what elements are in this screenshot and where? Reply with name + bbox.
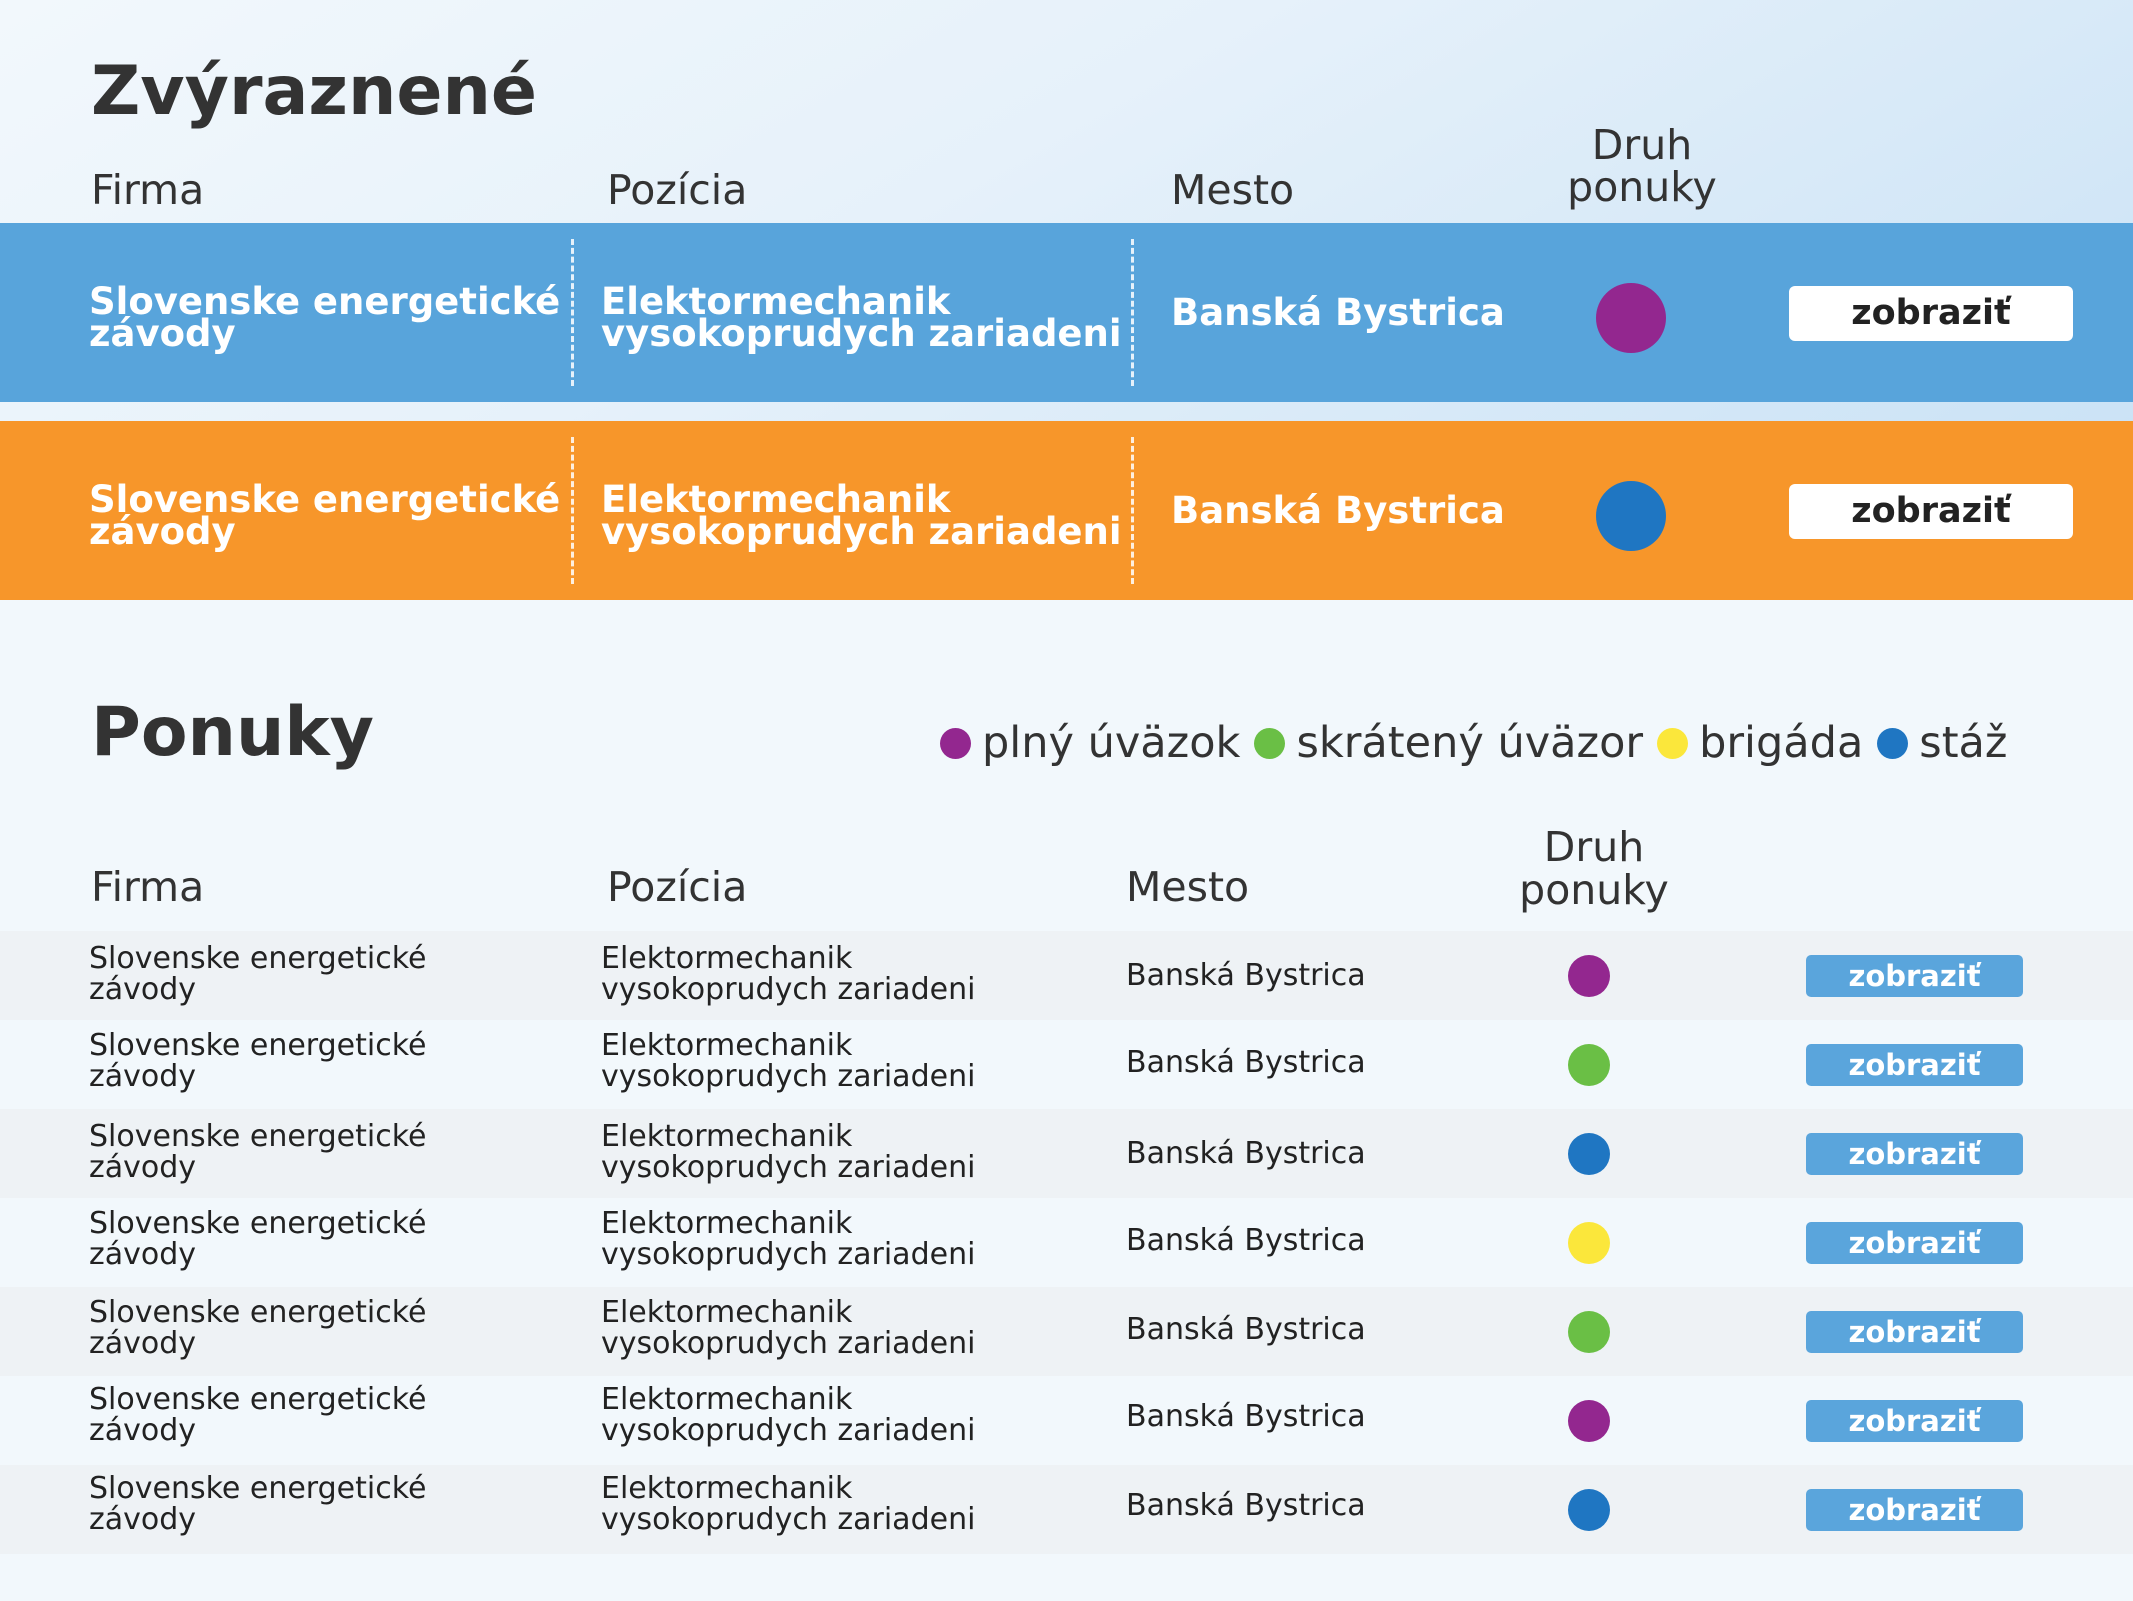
featured-mesto: Banská Bystrica (1171, 489, 1505, 532)
offer-firma (89, 1473, 426, 1535)
featured-row (0, 421, 2133, 600)
zobrazit-button[interactable]: zobraziť (1806, 1133, 2023, 1175)
offer-firma-line2: závody (89, 1502, 197, 1537)
offer-firma (89, 1121, 426, 1183)
offer-pozicia (601, 1297, 975, 1359)
legend-dot (940, 728, 971, 759)
offer-pozicia-line2: vysokoprudych zariadeni (601, 972, 976, 1007)
featured-pozicia-line1: Elektormechanik (601, 478, 951, 521)
offer-pozicia-line2: vysokoprudych zariadeni (601, 1237, 976, 1272)
zobrazit-button[interactable]: zobraziť (1806, 1044, 2023, 1086)
offer-type-dot (1568, 1222, 1610, 1264)
offer-type-dot (1568, 1311, 1610, 1353)
offer-pozicia-line2: vysokoprudych zariadeni (601, 1502, 976, 1537)
offer-type-dot (1596, 481, 1666, 551)
table-row (0, 931, 2133, 1020)
featured-firma-line2: závody (89, 510, 236, 553)
offer-pozicia-line1: Elektormechanik (601, 1471, 853, 1506)
featured-divider (1131, 239, 1134, 386)
legend-label: stáž (1919, 718, 2008, 768)
offer-pozicia-line2: vysokoprudych zariadeni (601, 1326, 976, 1361)
offer-type-dot (1568, 955, 1610, 997)
offer-firma-line1: Slovenske energetické (89, 1295, 427, 1330)
offer-firma (89, 1208, 426, 1270)
featured-pozicia-line2: vysokoprudych zariadeni (601, 510, 1122, 553)
offer-pozicia (601, 1208, 975, 1270)
offer-firma-line2: závody (89, 1059, 197, 1094)
featured-divider (1131, 437, 1134, 584)
offer-pozicia (601, 1030, 975, 1092)
offer-pozicia (601, 1384, 975, 1446)
offer-pozicia-line1: Elektormechanik (601, 1206, 853, 1241)
featured-header-pozicia: Pozícia (607, 166, 748, 214)
offer-type-legend (940, 718, 2021, 778)
legend-label: plný úväzok (982, 718, 1241, 768)
legend-item (1877, 718, 2007, 768)
legend-dot (1254, 728, 1285, 759)
offer-firma-line1: Slovenske energetické (89, 1028, 427, 1063)
offer-pozicia-line1: Elektormechanik (601, 1119, 853, 1154)
offer-pozicia-line1: Elektormechanik (601, 1028, 853, 1063)
offer-type-dot (1568, 1400, 1610, 1442)
offer-firma-line1: Slovenske energetické (89, 1382, 427, 1417)
featured-firma (89, 280, 561, 355)
featured-mesto: Banská Bystrica (1171, 291, 1505, 334)
table-row (0, 1287, 2133, 1376)
offer-type-dot (1596, 283, 1666, 353)
legend-label: brigáda (1699, 718, 1864, 768)
offer-firma (89, 1030, 426, 1092)
featured-divider (571, 437, 574, 584)
offer-firma-line1: Slovenske energetické (89, 1471, 427, 1506)
featured-header-druh-line1: Druh (1591, 121, 1693, 169)
legend-label: skrátený úväzor (1296, 718, 1644, 768)
zobrazit-button[interactable]: zobraziť (1806, 1489, 2023, 1531)
offer-firma-line2: závody (89, 1326, 197, 1361)
featured-divider (571, 239, 574, 386)
offer-firma-line2: závody (89, 1413, 197, 1448)
offers-header-druh-line1: Druh (1543, 823, 1645, 871)
featured-firma-line1: Slovenske energetické (89, 478, 561, 521)
offer-pozicia-line2: vysokoprudych zariadeni (601, 1150, 976, 1185)
offer-pozicia (601, 943, 975, 1005)
featured-row (0, 223, 2133, 402)
featured-title: Zvýraznené (91, 52, 538, 131)
featured-pozicia (601, 478, 1122, 553)
featured-firma (89, 478, 561, 553)
offer-pozicia-line1: Elektormechanik (601, 1295, 853, 1330)
zobrazit-button[interactable]: zobraziť (1806, 1222, 2023, 1264)
offer-mesto: Banská Bystrica (1126, 1223, 1366, 1258)
featured-header-mesto: Mesto (1171, 166, 1295, 214)
offer-pozicia (601, 1473, 975, 1535)
offer-firma-line1: Slovenske energetické (89, 1119, 427, 1154)
featured-firma-line2: závody (89, 312, 236, 355)
featured-pozicia-line1: Elektormechanik (601, 280, 951, 323)
table-row (0, 1376, 2133, 1465)
zobrazit-button[interactable]: zobraziť (1806, 1400, 2023, 1442)
offer-firma-line2: závody (89, 1150, 197, 1185)
offer-mesto: Banská Bystrica (1126, 1136, 1366, 1171)
table-row (0, 1465, 2133, 1554)
offer-mesto: Banská Bystrica (1126, 1045, 1366, 1080)
offers-header-firma: Firma (91, 863, 205, 911)
legend-dot (1657, 728, 1688, 759)
zobrazit-button[interactable]: zobraziť (1789, 286, 2073, 341)
offer-mesto: Banská Bystrica (1126, 1488, 1366, 1523)
table-row (0, 1198, 2133, 1287)
offer-type-dot (1568, 1044, 1610, 1086)
legend-item (940, 718, 1240, 768)
featured-header-druh-line2: ponuky (1567, 163, 1717, 211)
offer-firma-line1: Slovenske energetické (89, 941, 427, 976)
offers-header-pozicia: Pozícia (607, 863, 748, 911)
offer-firma-line2: závody (89, 1237, 197, 1272)
offer-pozicia-line1: Elektormechanik (601, 1382, 853, 1417)
offer-type-dot (1568, 1489, 1610, 1531)
offer-pozicia (601, 1121, 975, 1183)
offer-firma (89, 1384, 426, 1446)
featured-header-firma: Firma (91, 166, 205, 214)
offer-firma-line2: závody (89, 972, 197, 1007)
offer-mesto: Banská Bystrica (1126, 1312, 1366, 1347)
offer-pozicia-line2: vysokoprudych zariadeni (601, 1413, 976, 1448)
offer-firma (89, 1297, 426, 1359)
legend-dot (1877, 728, 1908, 759)
offers-header-druh (1494, 823, 1694, 914)
offers-header-druh-line2: ponuky (1519, 866, 1669, 914)
featured-firma-line1: Slovenske energetické (89, 280, 561, 323)
offer-firma-line1: Slovenske energetické (89, 1206, 427, 1241)
offer-firma (89, 943, 426, 1005)
zobrazit-button[interactable]: zobraziť (1789, 484, 2073, 539)
offers-header-mesto: Mesto (1126, 863, 1250, 911)
offer-pozicia-line1: Elektormechanik (601, 941, 853, 976)
featured-header-druh (1542, 121, 1742, 211)
legend-item (1254, 718, 1643, 768)
table-row (0, 1109, 2133, 1198)
offer-mesto: Banská Bystrica (1126, 1399, 1366, 1434)
zobrazit-button[interactable]: zobraziť (1806, 955, 2023, 997)
table-row (0, 1020, 2133, 1109)
offer-type-dot (1568, 1133, 1610, 1175)
featured-pozicia (601, 280, 1122, 355)
offers-title: Ponuky (91, 693, 374, 772)
zobrazit-button[interactable]: zobraziť (1806, 1311, 2023, 1353)
offer-pozicia-line2: vysokoprudych zariadeni (601, 1059, 976, 1094)
legend-item (1657, 718, 1863, 768)
offer-mesto: Banská Bystrica (1126, 958, 1366, 993)
featured-pozicia-line2: vysokoprudych zariadeni (601, 312, 1122, 355)
